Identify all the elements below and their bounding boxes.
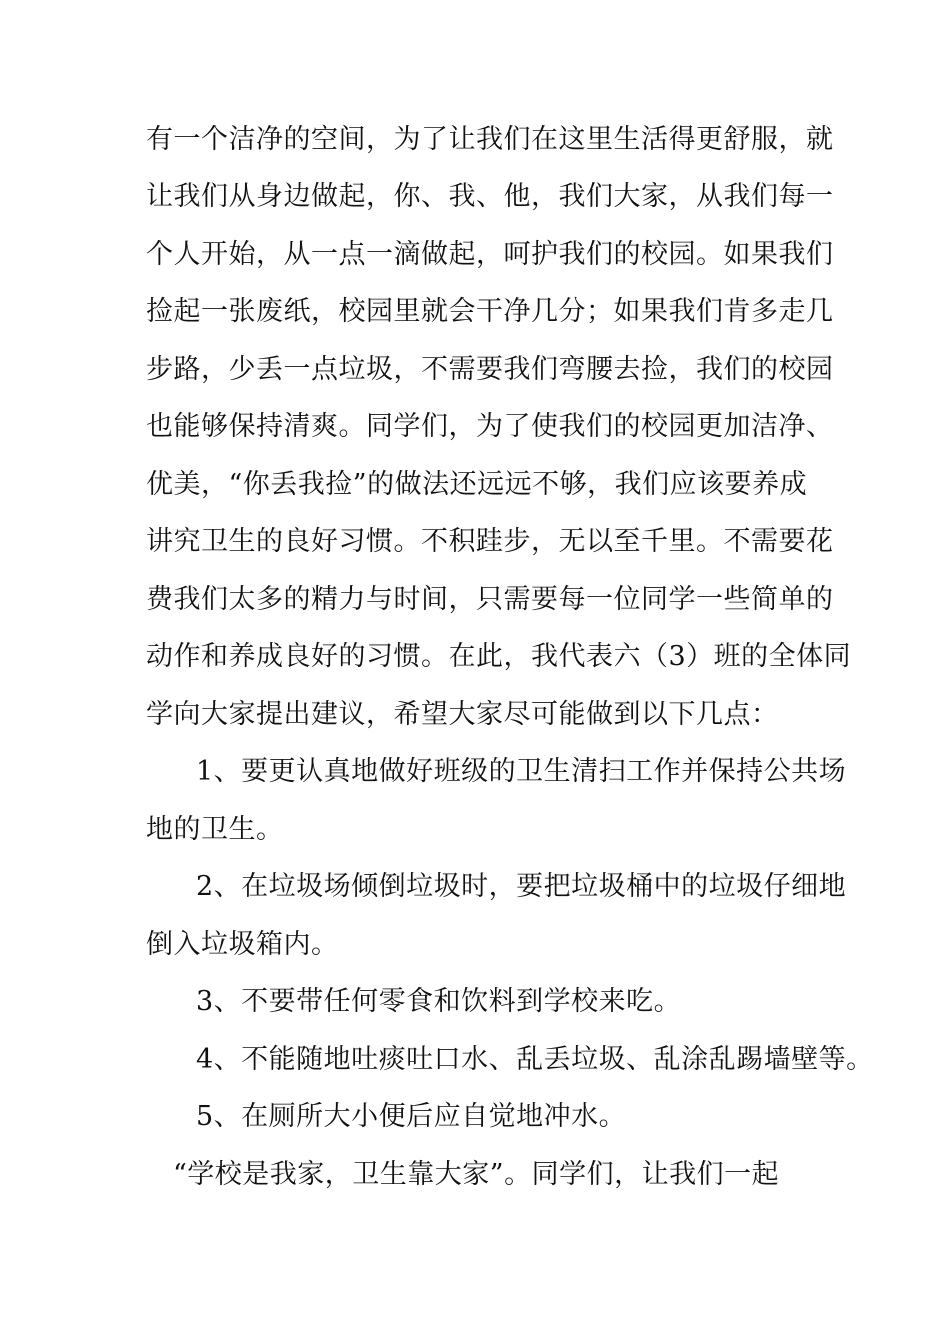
list-item-2-line-1: 2、在垃圾场倾倒垃圾时，要把垃圾桶中的垃圾仔细地 [196, 871, 847, 902]
paragraph-line: 捡起一张废纸，校园里就会干净几分；如果我们肯多走几 [146, 296, 834, 327]
paragraph-line: 也能够保持清爽。同学们，为了使我们的校园更加洁净、 [146, 411, 834, 442]
paragraph-line: 费我们太多的精力与时间，只需要每一位同学一些简单的 [146, 584, 834, 615]
paragraph-line: 有一个洁净的空间，为了让我们在这里生活得更舒服，就 [146, 124, 834, 155]
paragraph-line: 讲究卫生的良好习惯。不积跬步，无以至千里。不需要花 [146, 526, 834, 557]
list-item-1-line-1: 1、要更认真地做好班级的卫生清扫工作并保持公共场 [196, 756, 847, 787]
paragraph-line: 学向大家提出建议，希望大家尽可能做到以下几点： [146, 699, 779, 730]
paragraph-line: 优美，“你丢我捡”的做法还远远不够，我们应该要养成 [146, 469, 808, 500]
list-item-5: 5、在厕所大小便后应自觉地冲水。 [196, 1101, 627, 1132]
list-item-3: 3、不要带任何零食和饮料到学校来吃。 [196, 986, 682, 1017]
paragraph-line: 个人开始，从一点一滴做起，呵护我们的校园。如果我们 [146, 239, 834, 270]
paragraph-line: 步路，少丢一点垃圾，不需要我们弯腰去捡，我们的校园 [146, 354, 834, 385]
list-item-1-line-2: 地的卫生。 [146, 814, 284, 845]
closing-line: “学校是我家，卫生靠大家”。同学们，让我们一起 [173, 1159, 780, 1190]
list-item-2-line-2: 倒入垃圾箱内。 [146, 929, 339, 960]
list-item-4: 4、不能随地吐痰吐口水、乱丢垃圾、乱涂乱踢墙壁等。 [196, 1044, 874, 1075]
paragraph-line: 让我们从身边做起，你、我、他，我们大家，从我们每一 [146, 181, 834, 212]
paragraph-line: 动作和养成良好的习惯。在此，我代表六（3）班的全体同 [146, 641, 852, 672]
